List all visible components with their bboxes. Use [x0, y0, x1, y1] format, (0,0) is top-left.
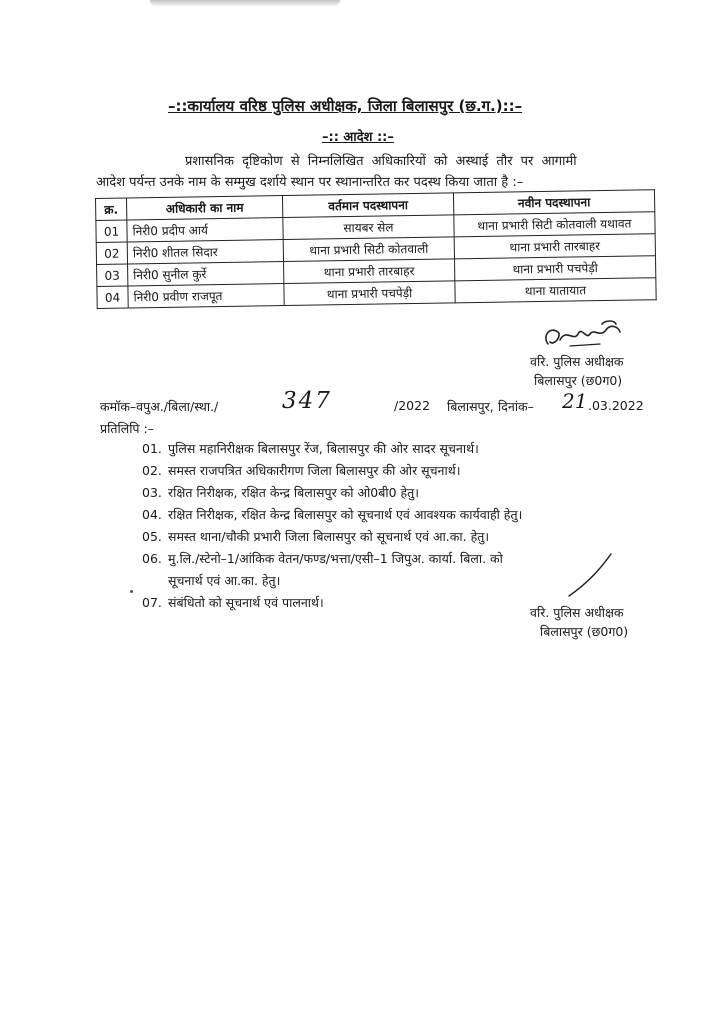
item-text: सूचनार्थ एवं आ.का. हेतु।	[168, 573, 281, 588]
reference-prefix: कमॉक–वपुअ./बिला/स्था./	[100, 399, 219, 414]
row-new-posting: थाना प्रभारी पचपेड़ी	[455, 256, 656, 281]
row-officer-name: निरी0 प्रवीण राजपूत	[128, 284, 284, 308]
item-text: रक्षित निरीक्षक, रक्षित केन्द्र बिलासपुर को सूचनार्थ एवं आवश्यक कार्यवाही हेतु।	[168, 507, 523, 522]
date-month-year: .03.2022	[588, 398, 644, 413]
row-current-posting: थाना प्रभारी पचपेड़ी	[284, 281, 455, 306]
list-item	[142, 504, 642, 526]
scan-artifact	[150, 0, 340, 6]
row-current-posting: सायबर सेल	[283, 215, 454, 240]
copy-to-label: प्रतिलिपि :–	[100, 421, 154, 436]
intro-line-1: प्रशासनिक दृष्टिकोण से निम्नलिखित अधिकारियों को अस्थाई तौर पर आगामी	[185, 154, 577, 169]
header-current-posting: वर्तमान पदस्थापना	[282, 193, 453, 218]
signature-block-bottom	[530, 603, 628, 641]
list-item	[142, 526, 642, 548]
row-serial: 03	[97, 264, 128, 286]
handwritten-signature	[565, 552, 615, 598]
reference-place: बिलासपुर,	[447, 399, 494, 414]
list-item	[142, 482, 642, 504]
item-text: रक्षित निरीक्षक, रक्षित केन्द्र बिलासपुर को ओ0बी0 हेतु।	[168, 485, 420, 500]
date-label: दिनांक–	[498, 399, 534, 414]
item-number: 03.	[142, 485, 162, 500]
signatory-designation: वरि. पुलिस अधीक्षक	[530, 354, 624, 369]
item-text: समस्त थाना/चौकी प्रभारी जिला बिलासपुर को सूचनार्थ एवं आ.का. हेतु।	[168, 529, 490, 544]
office-heading: –::कार्यालय वरिष्ठ पुलिस अधीक्षक, जिला बिलासपुर (छ.ग.)::–	[168, 97, 523, 115]
item-number	[142, 570, 168, 592]
item-number: 02.	[142, 463, 162, 478]
signatory-designation: वरि. पुलिस अधीक्षक	[530, 605, 624, 620]
header-serial: क्र.	[96, 198, 127, 220]
reference-year: /2022	[394, 398, 431, 413]
date-day: 21	[562, 389, 588, 413]
row-officer-name: निरी0 प्रदीप आर्य	[127, 218, 283, 242]
signature-block-top	[530, 352, 624, 390]
transfer-table	[95, 189, 657, 309]
ink-dot	[130, 590, 133, 593]
row-new-posting: थाना प्रभारी तारबाहर	[454, 234, 655, 259]
row-current-posting: थाना प्रभारी सिटी कोतवाली	[283, 237, 454, 262]
signatory-location: बिलासपुर (छ0ग0)	[534, 373, 623, 388]
list-item	[142, 438, 642, 460]
intro-line-2: आदेश पर्यन्त उनके नाम के सम्मुख दर्शाये स्थान पर स्थानान्तरित कर पदस्थ किया जाता है :–	[96, 175, 524, 190]
row-new-posting: थाना यातायात	[455, 278, 656, 303]
item-text: मु.लि./स्टेनो–1/आंकिक वेतन/फण्ड/भत्ता/एसी–1 जिपुअ. कार्या. बिला. को	[168, 551, 503, 566]
item-text: संबंधितो को सूचनार्थ एवं पालनार्थ।	[168, 595, 324, 610]
row-officer-name: निरी0 सुनील कुर्रे	[128, 262, 284, 286]
item-number: 07.	[142, 595, 162, 610]
row-new-posting: थाना प्रभारी सिटी कोतवाली यथावत	[454, 212, 655, 237]
row-current-posting: थाना प्रभारी तारबाहर	[284, 259, 455, 284]
header-officer-name: अधिकारी का नाम	[127, 196, 283, 220]
item-number: 06.	[142, 551, 162, 566]
row-serial: 01	[96, 220, 127, 242]
row-serial: 02	[96, 242, 127, 264]
item-text: समस्त राजपत्रित अधिकारीगण जिला बिलासपुर की ओर सूचनार्थ।	[168, 463, 461, 478]
handwritten-signature	[540, 316, 630, 356]
item-number: 05.	[142, 529, 162, 544]
item-number: 01.	[142, 441, 162, 456]
row-serial: 04	[97, 286, 128, 308]
order-title: –:: आदेश ::–	[322, 130, 394, 145]
row-officer-name: निरी0 शीतल सिदार	[127, 240, 283, 264]
item-number: 04.	[142, 507, 162, 522]
reference-number: 347	[282, 388, 332, 414]
item-text: पुलिस महानिरीक्षक बिलासपुर रेंज, बिलासपुर की ओर सादर सूचनार्थ।	[168, 441, 479, 456]
signatory-location: बिलासपुर (छ0ग0)	[540, 624, 629, 639]
header-new-posting: नवीन पदस्थापना	[453, 190, 654, 215]
list-item	[142, 460, 642, 482]
